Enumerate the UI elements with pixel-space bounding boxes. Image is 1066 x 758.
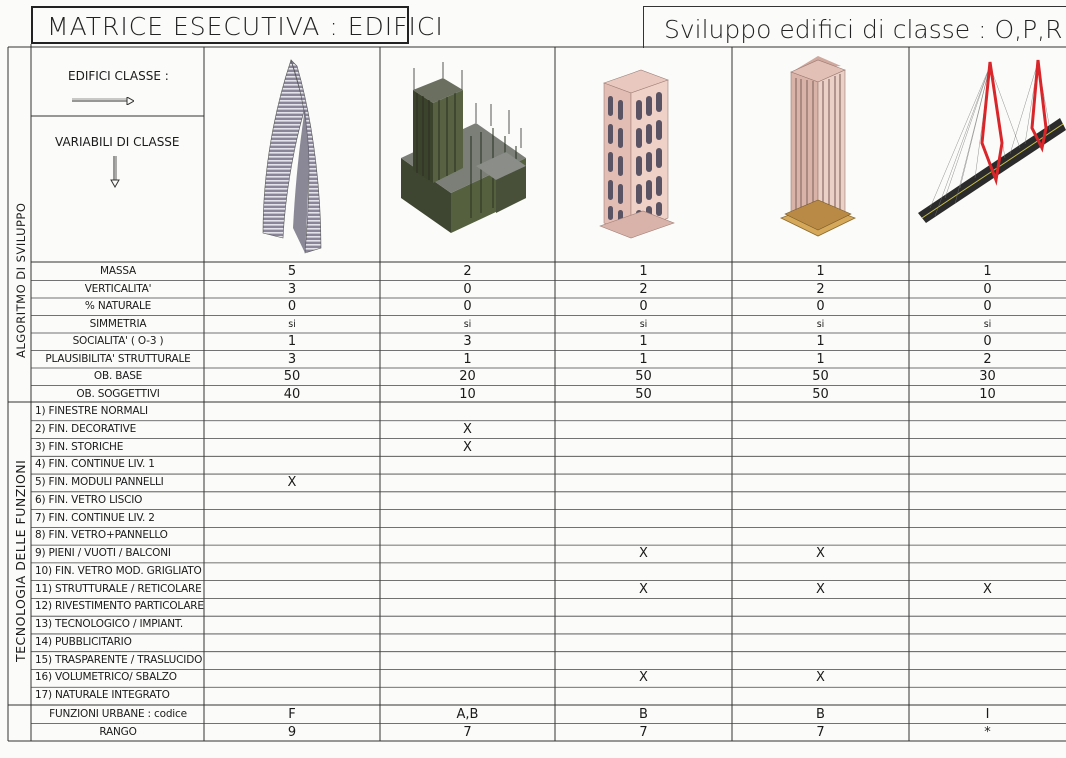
row-value-cell [909, 563, 1066, 580]
row-value-cell [555, 456, 732, 473]
row-value-cell: A,B [456, 707, 479, 722]
row-value-cell: 50 [635, 386, 652, 402]
row-label: 14) PUBBLICITARIO [35, 635, 132, 648]
row-value-cell [204, 492, 380, 509]
row-value-cell [204, 687, 380, 704]
row-label: 12) RIVESTIMENTO PARTICOLARE [35, 600, 204, 613]
row-value-cell [555, 616, 732, 633]
row-value-cell: 0 [816, 299, 825, 314]
row-value-cell [909, 669, 1066, 686]
row-value-cell [909, 510, 1066, 527]
row-value-cell: X [639, 670, 648, 686]
row-value-cell: X [816, 581, 825, 597]
row-value-cell [380, 403, 555, 420]
row-value-cell [732, 456, 909, 473]
row-value-cell [732, 439, 909, 456]
row-value-cell: 7 [639, 724, 648, 740]
row-value-cell [204, 616, 380, 633]
row-value-cell: 5 [287, 264, 297, 279]
row-value-cell [909, 456, 1066, 473]
row-value-cell [380, 652, 555, 669]
row-value-cell [380, 616, 555, 633]
row-label: 7) FIN. CONTINUE LIV. 2 [35, 511, 155, 524]
row-value-cell: si [463, 318, 472, 330]
side-label-tecnologia: TECNOLOGIA DELLE FUNZIONI [13, 459, 28, 662]
row-value-cell [555, 421, 732, 438]
row-value-cell: 1 [816, 264, 825, 279]
row-value-cell: B [816, 707, 825, 722]
row-value-cell [555, 687, 732, 704]
row-value-cell: 7 [816, 724, 825, 740]
row-value-cell: 0 [463, 281, 472, 297]
row-value-cell [909, 598, 1066, 615]
row-value-cell: 1 [816, 334, 825, 349]
row-value-cell [204, 456, 380, 473]
edifici-classe-label: EDIFICI CLASSE : [68, 69, 169, 83]
row-value-cell: 0 [983, 299, 992, 314]
row-value-cell: 0 [287, 299, 297, 314]
row-label: 16) VOLUMETRICO/ SBALZO [35, 671, 177, 684]
row-label: RANGO [99, 725, 137, 738]
row-value-cell [380, 545, 555, 562]
row-label: 2) FIN. DECORATIVE [35, 422, 137, 435]
row-value-cell: 2 [983, 351, 992, 367]
row-value-cell: 1 [463, 351, 472, 367]
row-value-cell: 1 [639, 264, 648, 279]
page-title: MATRICE ESECUTIVA : EDIFICI [31, 6, 409, 44]
row-label: OB. SOGGETTIVI [76, 387, 160, 400]
row-value-cell [204, 527, 380, 544]
row-value-cell [732, 687, 909, 704]
row-value-cell [555, 403, 732, 420]
arrow-right-icon [72, 97, 134, 105]
row-value-cell: I [985, 707, 990, 722]
row-value-cell: 3 [287, 281, 297, 297]
row-value-cell: si [816, 318, 825, 330]
row-value-cell: 0 [463, 299, 472, 314]
row-value-cell [204, 421, 380, 438]
row-value-cell [555, 474, 732, 491]
row-label: 8) FIN. VETRO+PANNELLO [35, 529, 168, 542]
row-value-cell: 1 [287, 334, 297, 349]
row-value-cell [909, 403, 1066, 420]
row-value-cell: 9 [287, 724, 297, 740]
row-value-cell: X [816, 546, 825, 562]
row-value-cell [732, 403, 909, 420]
row-value-cell: 2 [463, 264, 472, 279]
variabili-classe-label: VARIABILI DI CLASSE [55, 135, 180, 149]
row-value-cell: si [288, 318, 296, 330]
row-value-cell [204, 669, 380, 686]
row-value-cell: F [288, 707, 296, 722]
row-value-cell: 0 [639, 299, 648, 314]
row-value-cell: si [639, 318, 648, 330]
page-subtitle: Sviluppo edifici di classe : O,P,R [643, 6, 1066, 48]
row-value-cell [204, 652, 380, 669]
row-value-cell: 20 [459, 369, 476, 384]
twisted-tower-image [205, 48, 380, 261]
row-value-cell: 50 [635, 369, 652, 384]
row-value-cell: 0 [983, 281, 992, 297]
row-value-cell [380, 510, 555, 527]
row-label: OB. BASE [93, 370, 143, 382]
row-label: 11) STRUTTURALE / RETICOLARE [35, 582, 202, 595]
row-label: 15) TRASPARENTE / TRASLUCIDO [35, 653, 203, 666]
row-value-cell [380, 581, 555, 598]
row-value-cell [204, 598, 380, 615]
row-value-cell [909, 492, 1066, 509]
row-value-cell: 50 [812, 369, 829, 384]
row-value-cell: X [463, 421, 472, 437]
row-value-cell [732, 527, 909, 544]
arched-tower-image [556, 48, 732, 261]
row-value-cell: 1 [639, 334, 648, 349]
row-value-cell: X [639, 546, 648, 562]
row-value-cell [732, 563, 909, 580]
row-value-cell [380, 456, 555, 473]
row-value-cell [732, 492, 909, 509]
row-value-cell [555, 492, 732, 509]
row-value-cell [909, 616, 1066, 633]
row-value-cell: 30 [979, 369, 996, 384]
row-value-cell [732, 634, 909, 651]
row-value-cell [555, 598, 732, 615]
row-value-cell: 10 [979, 386, 996, 402]
row-label: 3) FIN. STORICHE [35, 440, 124, 453]
row-value-cell: X [287, 475, 297, 491]
row-value-cell [555, 527, 732, 544]
row-value-cell [732, 616, 909, 633]
row-value-cell: 10 [459, 386, 476, 402]
row-label: SIMMETRIA [89, 317, 147, 330]
row-value-cell: X [983, 581, 992, 597]
row-value-cell [380, 687, 555, 704]
row-value-cell [909, 634, 1066, 651]
row-value-cell [204, 634, 380, 651]
row-value-cell: 0 [983, 334, 992, 349]
row-value-cell [909, 545, 1066, 562]
row-value-cell [204, 581, 380, 598]
row-value-cell [204, 439, 380, 456]
row-value-cell [732, 510, 909, 527]
row-value-cell: 1 [816, 351, 825, 367]
row-value-cell [380, 527, 555, 544]
row-value-cell [732, 598, 909, 615]
row-value-cell [732, 652, 909, 669]
row-value-cell [204, 563, 380, 580]
row-value-cell [204, 510, 380, 527]
cable-stayed-bridge-image [910, 48, 1066, 261]
row-label: 5) FIN. MODULI PANNELLI [35, 476, 164, 489]
row-value-cell: 7 [463, 724, 472, 740]
row-value-cell: 3 [463, 334, 472, 349]
gothic-cathedral-image [381, 48, 555, 261]
row-value-cell [909, 421, 1066, 438]
row-value-cell [555, 563, 732, 580]
row-value-cell: si [983, 318, 992, 330]
row-value-cell: 2 [816, 281, 825, 297]
row-value-cell [909, 527, 1066, 544]
row-value-cell: * [984, 724, 991, 740]
row-value-cell [204, 545, 380, 562]
row-value-cell: 1 [983, 264, 992, 279]
row-label: 4) FIN. CONTINUE LIV. 1 [35, 458, 155, 471]
row-value-cell [380, 669, 555, 686]
row-value-cell: 3 [287, 351, 297, 367]
row-value-cell: X [816, 670, 825, 686]
row-value-cell [380, 474, 555, 491]
side-label-algoritmo: ALGORITMO DI SVILUPPO [14, 202, 28, 358]
row-value-cell [380, 598, 555, 615]
row-value-cell [555, 439, 732, 456]
row-value-cell [555, 634, 732, 651]
row-value-cell [380, 634, 555, 651]
row-value-cell [204, 403, 380, 420]
row-value-cell [909, 687, 1066, 704]
row-value-cell [732, 421, 909, 438]
row-label: 10) FIN. VETRO MOD. GRIGLIATO [35, 564, 202, 577]
row-label: 17) NATURALE INTEGRATO [35, 689, 170, 702]
row-value-cell [380, 563, 555, 580]
column-tower-image [733, 48, 909, 261]
row-label: MASSA [100, 265, 136, 277]
row-label: 1) FINESTRE NORMALI [35, 405, 148, 417]
row-value-cell: 2 [639, 281, 648, 297]
row-value-cell: 40 [283, 386, 301, 402]
row-value-cell [909, 652, 1066, 669]
row-value-cell [732, 474, 909, 491]
row-value-cell [909, 474, 1066, 491]
row-label: 9) PIENI / VUOTI / BALCONI [35, 547, 171, 560]
row-value-cell [555, 510, 732, 527]
row-label: FUNZIONI URBANE : codice [49, 708, 187, 720]
row-label: % NATURALE [84, 300, 152, 312]
row-value-cell: 50 [283, 369, 301, 384]
row-value-cell [909, 439, 1066, 456]
row-value-cell: B [639, 707, 648, 722]
row-value-cell: X [639, 581, 648, 597]
row-value-cell [380, 492, 555, 509]
arrow-down-icon [110, 156, 120, 188]
row-value-cell: 1 [639, 351, 648, 367]
row-label: PLAUSIBILITA' STRUTTURALE [45, 352, 191, 365]
row-value-cell: X [463, 439, 472, 455]
row-label: SOCIALITA' ( O-3 ) [72, 335, 164, 347]
row-label: VERTICALITA' [84, 282, 152, 295]
row-label: 13) TECNOLOGICO / IMPIANT. [35, 618, 184, 631]
row-value-cell [555, 652, 732, 669]
row-value-cell: 50 [812, 386, 829, 402]
row-label: 6) FIN. VETRO LISCIO [35, 493, 143, 506]
